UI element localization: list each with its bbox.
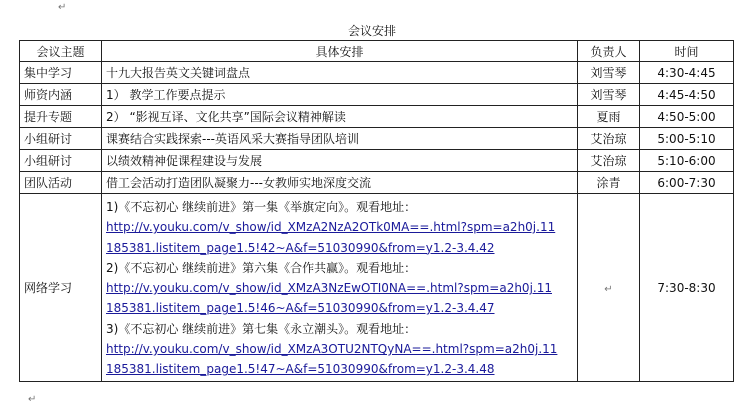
time-cell: 4:50-5:00 xyxy=(640,106,734,128)
owner-cell xyxy=(578,194,640,382)
owner-cell: 艾治琼 xyxy=(578,128,640,150)
header-topic: 会议主题 xyxy=(20,41,102,62)
table-header-row xyxy=(20,41,734,62)
plan-cell: 以绩效精神促课程建设与发展 xyxy=(102,150,578,172)
time-cell: 5:00-5:10 xyxy=(640,128,734,150)
time-cell: 4:45-4:50 xyxy=(640,84,734,106)
topic-cell: 网络学习 xyxy=(20,194,102,382)
plan-cell-network xyxy=(102,194,578,382)
paragraph-mark-icon: ↵ xyxy=(58,2,67,13)
plan-cell: 课赛结合实践探索---英语风采大赛指导团队培训 xyxy=(102,128,578,150)
owner-cell: 夏雨 xyxy=(578,106,640,128)
schedule-table xyxy=(19,40,734,382)
table-row xyxy=(20,106,734,128)
time-cell: 7:30-8:30 xyxy=(640,194,734,382)
video-link-1a[interactable]: http://v.youku.com/v_show/id_XMzA2NzA2OTk0MA==.html?spm=a2h0j.11 xyxy=(106,220,556,235)
table-row xyxy=(20,128,734,150)
video-line-2: 2)《不忘初心 继续前进》第六集《合作共赢》。观看地址： xyxy=(106,260,417,275)
video-line-1: 1)《不忘初心 继续前进》第一集《举旗定向》。观看地址： xyxy=(106,200,417,214)
topic-cell: 小组研讨 xyxy=(20,150,102,172)
time-cell: 6:00-7:30 xyxy=(640,172,734,194)
plan-cell: 1） 教学工作要点提示 xyxy=(102,84,578,106)
video-link-3b[interactable]: 185381.listitem_page1.5!47~A&f=51030990&from=y1.2-3.4.48 xyxy=(106,362,495,377)
table-row xyxy=(20,62,734,84)
video-line-3: 3)《不忘初心 继续前进》第七集《永立潮头》。观看地址： xyxy=(106,321,417,336)
header-plan: 具体安排 xyxy=(102,41,578,62)
table-row xyxy=(20,84,734,106)
owner-cell: 刘雪琴 xyxy=(578,62,640,84)
topic-cell: 小组研讨 xyxy=(20,128,102,150)
document-title: 会议安排 xyxy=(347,24,396,38)
plan-cell: 十九大报告英文关键词盘点 xyxy=(102,62,578,84)
video-link-2b[interactable]: 185381.listitem_page1.5!46~A&f=51030990&from=y1.2-3.4.47 xyxy=(106,301,495,316)
owner-cell: 刘雪琴 xyxy=(578,84,640,106)
topic-cell: 提升专题 xyxy=(20,106,102,128)
time-cell: 5:10-6:00 xyxy=(640,150,734,172)
topic-cell: 集中学习 xyxy=(20,62,102,84)
table-row-network xyxy=(20,194,734,382)
table-row xyxy=(20,150,734,172)
time-cell: 4:30-4:45 xyxy=(640,62,734,84)
owner-cell: 涂青 xyxy=(578,172,640,194)
paragraph-mark-icon: ↵ xyxy=(28,394,37,405)
header-time: 时间 xyxy=(640,41,734,62)
table-row xyxy=(20,172,734,194)
topic-cell: 师资内涵 xyxy=(20,84,102,106)
header-owner: 负责人 xyxy=(578,41,640,62)
video-link-3a[interactable]: http://v.youku.com/v_show/id_XMzA3OTU2NTQyNA==.html?spm=a2h0j.11 xyxy=(106,342,558,357)
video-link-1b[interactable]: 185381.listitem_page1.5!42~A&f=51030990&from=y1.2-3.4.42 xyxy=(106,240,495,255)
plan-cell: 借工会活动打造团队凝聚力---女教师实地深度交流 xyxy=(102,172,578,194)
video-link-2a[interactable]: http://v.youku.com/v_show/id_XMzA3NzEwOTI0NA==.html?spm=a2h0j.11 xyxy=(106,281,552,296)
paragraph-mark-icon: ↵ xyxy=(604,283,613,295)
owner-cell: 艾治琼 xyxy=(578,150,640,172)
topic-cell: 团队活动 xyxy=(20,172,102,194)
plan-cell: 2） “影视互译、文化共享”国际会议精神解读 xyxy=(102,106,578,128)
